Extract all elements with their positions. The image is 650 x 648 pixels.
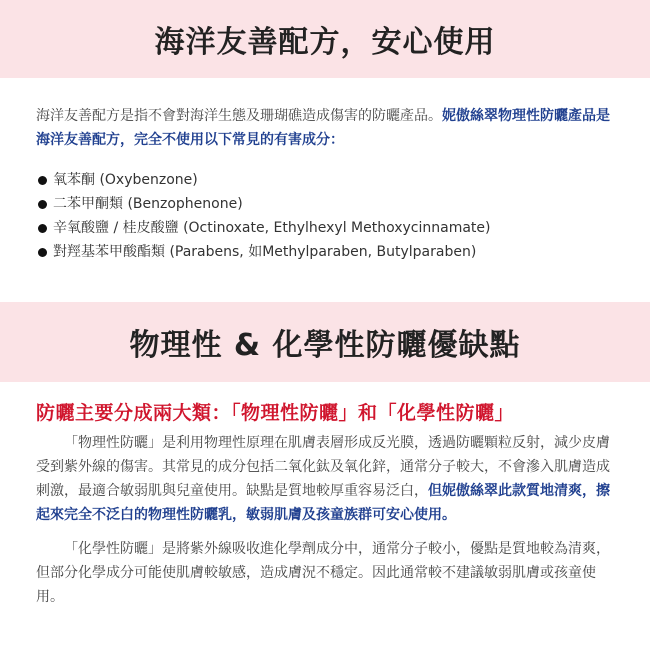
list-item	[36, 216, 620, 240]
ocean-friendly-section	[36, 104, 620, 264]
section-header-comparison	[0, 302, 650, 382]
intro-text: 海洋友善配方是指不會對海洋生態及珊瑚礁造成傷害的防曬產品。	[36, 108, 442, 124]
list-item	[36, 192, 620, 216]
bullet-icon	[38, 176, 47, 185]
intro-highlight: 妮傲絲翠物理性防曬產品是海洋友善配方，完全不使用以下常見的有害成分：	[36, 108, 610, 148]
intro-paragraph	[36, 104, 620, 152]
ingredient-label: 氧苯酮 (Oxybenzone)	[53, 172, 198, 188]
physical-sunscreen-paragraph	[36, 431, 620, 527]
ingredient-label: 對羥基苯甲酸酯類 (Parabens, 如Methylparaben, Butylparaben)	[53, 244, 477, 260]
section-header-ocean-friendly	[0, 0, 650, 78]
ingredient-label: 二苯甲酮類 (Benzophenone)	[53, 196, 243, 212]
bullet-icon	[38, 200, 47, 209]
bullet-icon	[38, 224, 47, 233]
section-title: 海洋友善配方，安心使用	[154, 25, 496, 60]
chemical-sunscreen-paragraph: 「化學性防曬」是將紫外線吸收進化學劑成分中，通常分子較小，優點是質地較為清爽，但部分化學成分可能使肌膚較敏感，造成膚況不穩定。因此通常較不建議敏弱肌膚或孩童使用。	[36, 541, 610, 605]
paragraph-highlight: 但妮傲絲翠此款質地清爽，擦起來完全不泛白的物理性防曬乳，敏弱肌膚及孩童族群可安心使用。	[36, 483, 610, 523]
bullet-icon	[38, 248, 47, 257]
sunscreen-comparison-section	[36, 398, 620, 609]
ingredient-label: 辛氧酸鹽 / 桂皮酸鹽 (Octinoxate, Ethylhexyl Methoxycinnamate)	[53, 220, 491, 236]
paragraph-text: 「物理性防曬」是利用物理性原理在肌膚表層形成反光膜，透過防曬顆粒反射，減少皮膚受到紫外線的傷害。其常見的成分包括二氧化鈦及氧化鋅，通常分子較大，不會滲入肌膚造成刺激，最適合敏弱肌與兒童使用。缺點是質地較厚重容易泛白，	[36, 435, 610, 499]
list-item	[36, 240, 620, 264]
section-subtitle: 防曬主要分成兩大類：「物理性防曬」和「化學性防曬」	[36, 402, 515, 424]
harmful-ingredient-list	[36, 168, 620, 264]
section-title: 物理性 & 化學性防曬優缺點	[129, 328, 521, 363]
list-item	[36, 168, 620, 192]
